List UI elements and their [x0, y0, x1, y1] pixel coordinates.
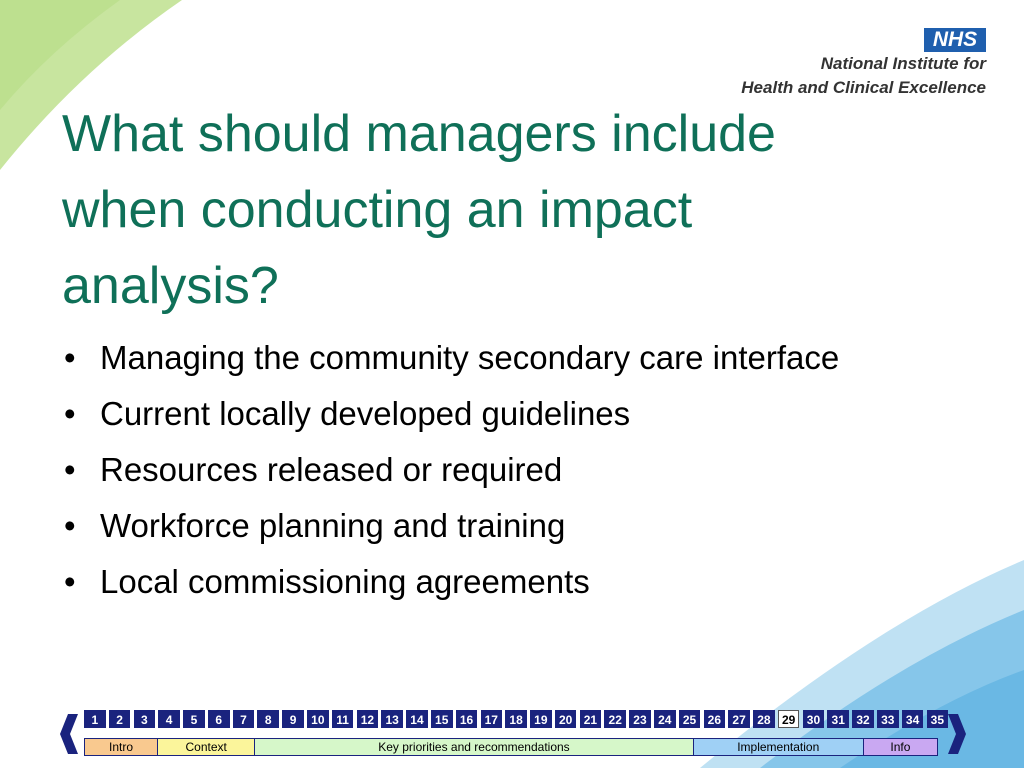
slide-button-26[interactable]: 26 [704, 710, 726, 728]
slide-button-24[interactable]: 24 [654, 710, 676, 728]
slide-button-6[interactable]: 6 [208, 710, 230, 728]
bullet-text: Workforce planning and training [100, 507, 566, 544]
bullet-list [62, 335, 892, 615]
slide-button-22[interactable]: 22 [604, 710, 626, 728]
bullet-text: Resources released or required [100, 451, 563, 488]
bullet-dot: • [64, 395, 76, 432]
slide-button-25[interactable]: 25 [679, 710, 701, 728]
slide-button-12[interactable]: 12 [357, 710, 379, 728]
slide-button-31[interactable]: 31 [827, 710, 849, 728]
slide-button-11[interactable]: 11 [332, 710, 354, 728]
bullet-dot: • [64, 339, 76, 376]
section-bar [84, 738, 938, 756]
slide-button-21[interactable]: 21 [580, 710, 602, 728]
slide-button-18[interactable]: 18 [505, 710, 527, 728]
slide-button-9[interactable]: 9 [282, 710, 304, 728]
bullet-item [62, 335, 892, 381]
slide-button-35[interactable]: 35 [927, 710, 949, 728]
slide-button-20[interactable]: 20 [555, 710, 577, 728]
chevron-right-icon[interactable] [946, 712, 968, 756]
section-tab-implementation[interactable]: Implementation [694, 739, 864, 755]
bullet-dot: • [64, 507, 76, 544]
slide-button-34[interactable]: 34 [902, 710, 924, 728]
slide-button-23[interactable]: 23 [629, 710, 651, 728]
bullet-text: Local commissioning agreements [100, 563, 590, 600]
section-tab-intro[interactable]: Intro [85, 739, 158, 755]
slide-button-30[interactable]: 30 [803, 710, 825, 728]
slide-button-19[interactable]: 19 [530, 710, 552, 728]
bullet-text: Managing the community secondary care interface [100, 339, 840, 376]
org-name-line-2: Health and Clinical Excellence [741, 78, 986, 97]
org-name-line-1: National Institute for [820, 54, 986, 73]
slide-button-27[interactable]: 27 [728, 710, 750, 728]
slide-button-33[interactable]: 33 [877, 710, 899, 728]
slide-button-8[interactable]: 8 [257, 710, 279, 728]
bullet-item [62, 447, 892, 493]
bullet-dot: • [64, 563, 76, 600]
slide-number-bar [84, 710, 945, 730]
section-tab-info[interactable]: Info [864, 739, 937, 755]
slide-button-29[interactable]: 29 [778, 710, 800, 728]
slide-button-14[interactable]: 14 [406, 710, 428, 728]
slide-button-15[interactable]: 15 [431, 710, 453, 728]
slide-button-4[interactable]: 4 [158, 710, 180, 728]
slide-button-5[interactable]: 5 [183, 710, 205, 728]
slide-button-32[interactable]: 32 [852, 710, 874, 728]
slide-button-2[interactable]: 2 [109, 710, 131, 728]
slide-button-16[interactable]: 16 [456, 710, 478, 728]
nice-logo [686, 28, 986, 98]
section-tab-key-priorities-and-recommendations[interactable]: Key priorities and recommendations [255, 739, 693, 755]
slide-button-10[interactable]: 10 [307, 710, 329, 728]
bullet-item [62, 559, 892, 605]
nhs-logo: NHS [924, 28, 986, 52]
slide-button-28[interactable]: 28 [753, 710, 775, 728]
chevron-left-icon[interactable] [58, 712, 80, 756]
slide-button-7[interactable]: 7 [233, 710, 255, 728]
bullet-dot: • [64, 451, 76, 488]
bullet-text: Current locally developed guidelines [100, 395, 631, 432]
slide-button-17[interactable]: 17 [481, 710, 503, 728]
slide-navigation [58, 710, 968, 760]
slide-button-13[interactable]: 13 [381, 710, 403, 728]
section-tab-context[interactable]: Context [158, 739, 255, 755]
bullet-item [62, 391, 892, 437]
slide-button-1[interactable]: 1 [84, 710, 106, 728]
slide-button-3[interactable]: 3 [134, 710, 156, 728]
slide-title: What should managers include when conducting an impact analysis? [62, 105, 776, 315]
bullet-item [62, 503, 892, 549]
